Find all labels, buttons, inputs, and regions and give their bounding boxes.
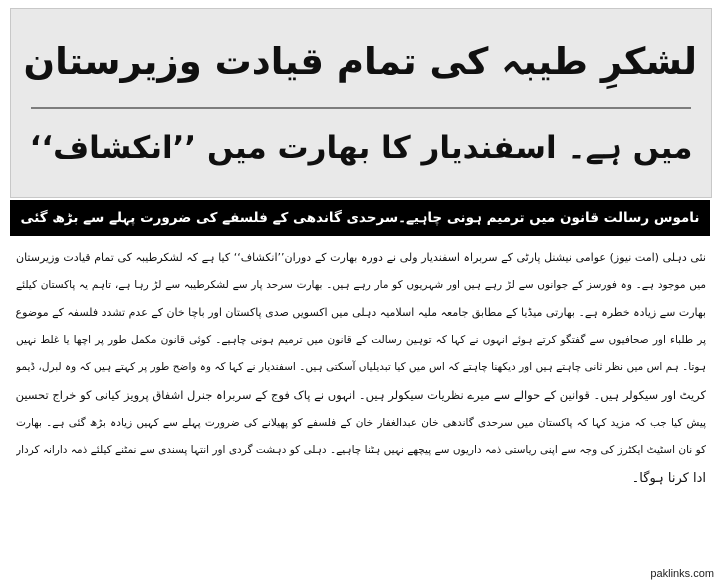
article-line: کو نان اسٹیٹ ایکٹرز کی وجہ سے اپنی ریاستی ذمہ داریوں سے پیچھے نہیں ہٹنا چاہیے۔ دہلی کو دہشت گردی اور انتہا پسندی سے نمٹنے کیلئے ذمہ دارانہ کردار	[16, 444, 706, 457]
article-line: کریٹ اور سیکولر ہیں۔ قوانین کے حوالے سے میرے نظریات سیکولر ہیں۔ انہوں نے پاک فوج کے سربراہ جنرل اشفاق پرویز کیانی کو خراج تحسین	[16, 387, 706, 402]
article-line: پر طلباء اور صحافیوں سے گفتگو کرتے ہوئے انہوں نے کہا کہ توہین رسالت کے قانون میں ترمیم ہونی چاہیے۔ کوئی قانون مکمل طور پر اچھا یا غلط نہیں	[16, 333, 706, 346]
article-line: نئی دہلی (امت نیوز) عوامی نیشنل پارٹی کے سربراہ اسفندیار ولی نے دورہ بھارت کے دوران’’انکشاف‘‘ کیا ہے کہ لشکرطیبہ کی تمام قیادت وزیرستان	[16, 251, 706, 264]
article-body	[16, 244, 706, 492]
article-line: ادا کرنا ہوگا۔	[631, 470, 706, 486]
watermark: paklinks.com	[650, 568, 714, 580]
article-line: ہوتا۔ ہم اس میں نظر ثانی چاہتے ہیں اور دیکھنا چاہتے کہ اس میں کیا تبدیلیاں آسکتی ہیں۔ اسفندیار نے کہا کہ وہ واضح طور پر کہتے ہیں کہ وہ لبرل، ڈیمو	[16, 361, 706, 374]
article-line: بھارت سے زیادہ خطرہ ہے۔ بھارتی میڈیا کے مطابق جامعہ ملیہ اسلامیہ دہلی میں اکسویں صدی پاکستان اور باچا خان کے عدم تشدد فلسفہ کے موضوع	[16, 306, 706, 320]
article-line: میں موجود ہے۔ وہ فورسز کے جوانوں سے لڑ رہے ہیں اور شہریوں کو مار رہے ہیں۔ بھارت سرحد پار سے لشکرطیبہ سے لڑ رہا ہے، تاہم یہ پاکستان کیلئے	[16, 278, 706, 291]
headline-line-2: میں ہے۔ اسفندیار کا بھارت میں ’’انکشاف‘‘	[29, 130, 693, 166]
article-line: پیش کیا جب کہ مزید کہا کہ پاکستان میں سرحدی گاندھی خان عبدالغفار خان کے فلسفے کو پھیلانے کی ضرورت پہلے سے کہیں زیادہ بڑھ گئی ہے۔ بھارت	[16, 416, 706, 429]
headline-box	[10, 8, 712, 198]
headline-line-1: لشکرِ طیبہ کی تمام قیادت وزیرستان	[23, 40, 697, 83]
subheadline: ناموس رسالت قانون میں ترمیم ہونی چاہیے۔سرحدی گاندھی کے فلسفے کی ضرورت پہلے سے بڑھ گئی	[10, 200, 710, 236]
headline-divider	[31, 107, 691, 109]
